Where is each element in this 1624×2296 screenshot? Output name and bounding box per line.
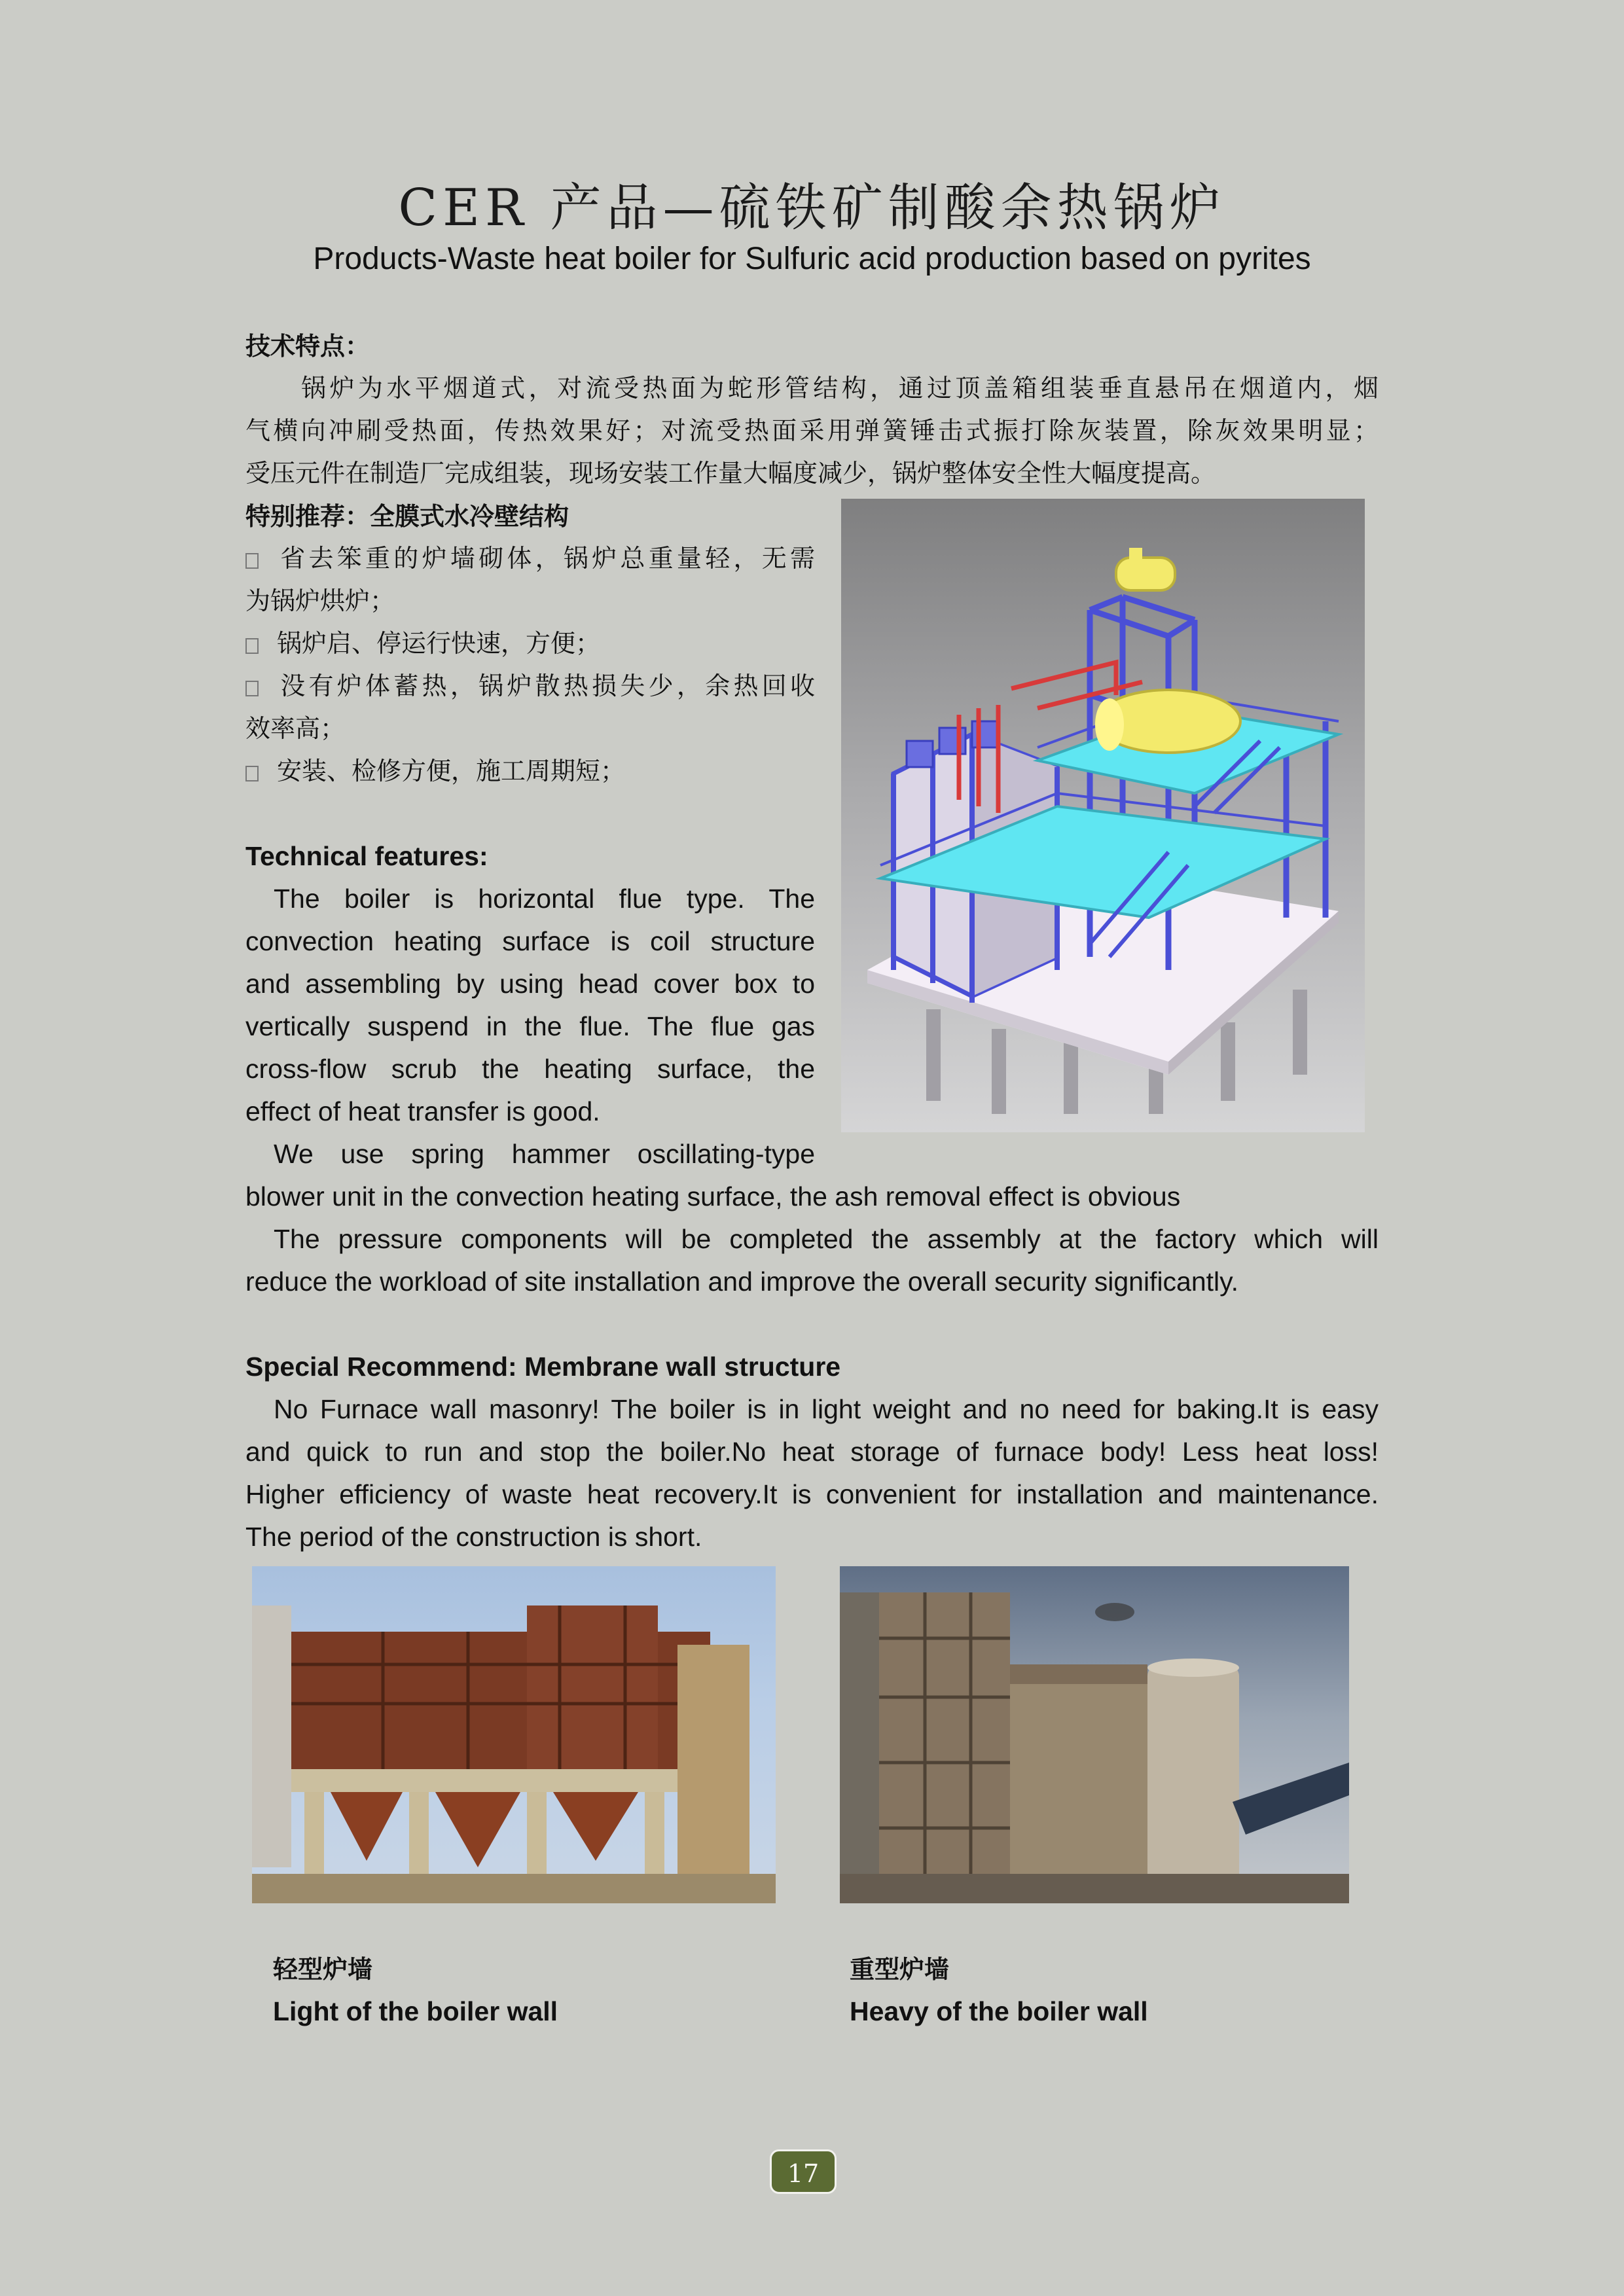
heavy-boiler-wall-photo: [840, 1566, 1349, 1903]
special-bullet-1: 省去笨重的炉墙砌体，锅炉总重量轻，无需: [245, 537, 815, 580]
special-bullet-4: 安装、检修方便，施工周期短；: [245, 750, 625, 793]
checkbox-icon: [245, 553, 259, 569]
checkbox-icon: [245, 681, 259, 696]
tech-en-line-5: cross-flow scrub the heating surface, the: [245, 1054, 815, 1084]
boiler-3d-drawing: [841, 499, 1365, 1132]
tech-en-line-1: The boiler is horizontal flue type. The: [274, 884, 815, 914]
special-en-line-2: and quick to run and stop the boiler.No heat storage of furnace body! Less heat loss!: [245, 1437, 1379, 1467]
light-boiler-wall-photo: [252, 1566, 776, 1903]
special-heading-en: Special Recommend: Membrane wall structure: [245, 1352, 841, 1382]
tech-en-line-3: and assembling by using head cover box to: [245, 969, 815, 999]
caption-right-en: Heavy of the boiler wall: [850, 1996, 1148, 2026]
tech-en-p2-line-2: blower unit in the convection heating surface, the ash removal effect is obvious: [245, 1181, 1181, 1211]
boiler-3d-render: [841, 499, 1365, 1132]
heavy-boiler-wall-drawing: [840, 1566, 1349, 1903]
tech-cn-line-3: 受压元件在制造厂完成组装，现场安装工作量大幅度减少，锅炉整体安全性大幅度提高。: [245, 459, 1216, 488]
special-bullet-3: 没有炉体蓄热，锅炉散热损失少，余热回收: [245, 665, 815, 708]
checkbox-icon: [245, 766, 259, 781]
page-title-en: Products-Waste heat boiler for Sulfuric acid production based on pyrites: [313, 242, 1311, 276]
checkbox-icon: [245, 638, 259, 654]
caption-left-en: Light of the boiler wall: [273, 1996, 558, 2026]
caption-right-cn: 重型炉墙: [850, 1954, 950, 1984]
page-title-cn: CER 产品—硫铁矿制酸余热锅炉: [398, 179, 1226, 238]
caption-left-cn: 轻型炉墙: [273, 1954, 373, 1984]
tech-en-p2-line-1: We use spring hammer oscillating-type: [274, 1139, 815, 1169]
special-en-line-1: No Furnace wall masonry! The boiler is in light weight and no need for baking.It is easy: [274, 1394, 1379, 1424]
tech-cn-line-1: 锅炉为水平烟道式，对流受热面为蛇形管结构，通过顶盖箱组装垂直悬吊在烟道内，烟: [301, 374, 1379, 403]
light-boiler-wall-drawing: [252, 1566, 776, 1903]
tech-en-line-2: convection heating surface is coil structure: [245, 926, 815, 956]
special-bullet-3-cont: 效率高；: [245, 714, 346, 743]
tech-en-line-4: vertically suspend in the flue. The flue gas: [245, 1011, 815, 1041]
tech-heading-cn: 技术特点：: [245, 331, 370, 361]
tech-en-p3-line-1: The pressure components will be completed the assembly at the factory which will: [274, 1224, 1379, 1254]
tech-cn-line-2: 气横向冲刷受热面，传热效果好；对流受热面采用弹簧锤击式振打除灰装置，除灰效果明显；: [245, 416, 1379, 445]
special-en-line-4: The period of the construction is short.: [245, 1522, 702, 1552]
tech-heading-en: Technical features:: [245, 841, 488, 871]
page-number-badge: 17: [770, 2149, 837, 2194]
tech-en-p3-line-2: reduce the workload of site installation and improve the overall security significantly.: [245, 1266, 1238, 1297]
special-en-line-3: Higher efficiency of waste heat recovery.It is convenient for installation and maintenance.: [245, 1479, 1379, 1509]
tech-en-line-6: effect of heat transfer is good.: [245, 1096, 600, 1126]
special-bullet-2: 锅炉启、停运行快速，方便；: [245, 622, 600, 665]
special-heading-cn: 特别推荐：全膜式水冷壁结构: [245, 501, 569, 531]
special-bullet-1-cont: 为锅炉烘炉；: [245, 586, 395, 615]
